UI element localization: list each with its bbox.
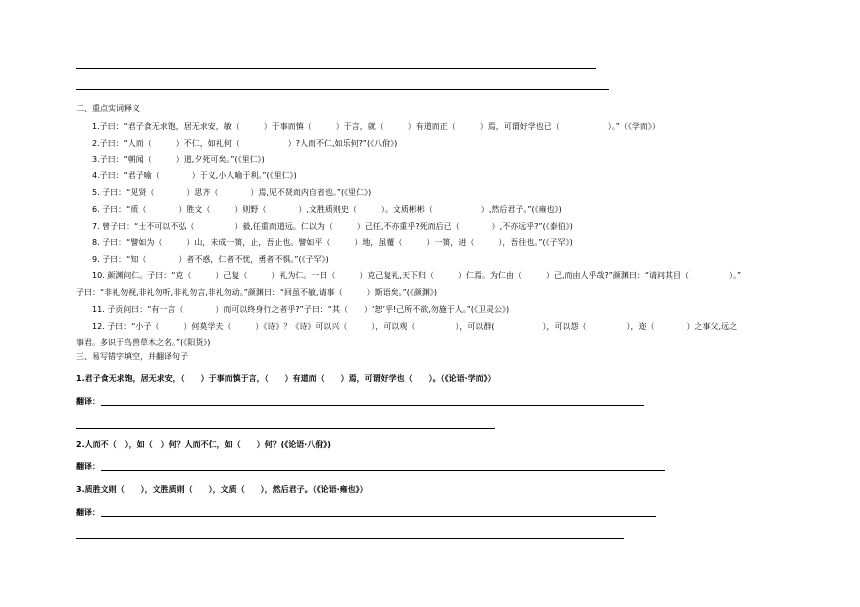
- vocab-item-10-cont: 子曰：“非礼勿视,非礼勿听,非礼勿言,非礼勿动。”颜渊曰：“回虽不敏,请事（ ）斯语矣。”(《颜渊》): [76, 288, 437, 297]
- fill-question-1: 1.君子食无求饱，居无求安，（ ）于事而慎于言，（ ）有道而（ ）焉，可谓好学也（ ）。（《论语·学而》）: [76, 374, 496, 383]
- translate-line-2[interactable]: [101, 470, 665, 471]
- vocab-item-7: 7. 曾子曰：“士不可以不弘（ ）毅,任重而道远。仁以为（ ）己任,不亦重乎?死而后已（ ）,不亦远乎?”(《泰伯》): [92, 222, 573, 231]
- vocab-item-12-cont: 事君。多识于鸟兽草木之名。”(《阳货》): [76, 338, 211, 347]
- answer-line-top-1: [76, 68, 596, 69]
- vocab-item-6: 6. 子曰：“质（ ）胜文（ ）则野（ ）,文胜质则史（ ）。文质彬彬（ ）,然后君子。”(《雍也》): [92, 205, 562, 214]
- vocab-item-10: 10. 颜渊问仁。子曰：“克（ ）己复（ ）礼为仁。一日（ ）克己复礼,天下归（ ）仁焉。为仁由（ ）己,而由人乎哉?”颜渊曰：“请问其目（ ）。”: [92, 271, 742, 280]
- vocab-item-12: 12. 子曰：“小子（ ）何莫学夫（ ）《诗》？《诗》可以兴（ ），可以观（ ），可以群( ），可以怨（ ），迩（ ）之事父,远之: [92, 322, 738, 331]
- vocab-item-4: 4.子曰：“君子喻（ ）于义,小人喻于利。”(《里仁》): [92, 171, 297, 180]
- answer-line-top-2: [76, 89, 609, 90]
- fill-question-2: 2.人而不（ ），如（ ）何？人而不仁，如（ ）何？(《论语·八佾》): [76, 440, 331, 449]
- vocab-item-5: 5. 子曰：“见贤（ ）思齐（ ）焉,见不贤而内自省也。”(《里仁》): [92, 188, 372, 197]
- translate-label-2: 翻译：: [76, 462, 100, 471]
- translate-line-1b[interactable]: [76, 428, 495, 429]
- translate-line-3b[interactable]: [76, 538, 624, 539]
- vocab-item-11: 11. 子贡问曰：“有一言（ ）而可以终身行之者乎?”子曰：“其（ ）‘恕’乎!己所不欲,勿施于人。”(《卫灵公》): [92, 305, 510, 314]
- section2-heading: 二、重点实词释义: [76, 104, 140, 113]
- translate-line-3a[interactable]: [101, 516, 656, 517]
- fill-question-3: 3.质胜文则（ ），文胜质则（ ），文质（ ），然后君子。（《论语·雍也》）: [76, 485, 368, 494]
- translate-label-3: 翻译：: [76, 508, 100, 517]
- section3-heading: 三、易写错字填空，并翻译句子: [76, 352, 188, 361]
- vocab-item-3: 3.子曰：“朝闻（ ）道,夕死可矣。”(《里仁》): [92, 155, 265, 164]
- translate-line-1a[interactable]: [101, 405, 644, 406]
- vocab-item-1: 1.子曰：“君子食无求饱，居无求安，敏（ ）于事而慎（ ）于言，就（ ）有道而正（ ）焉，可谓好学也已（ ）。”（《学而》）: [92, 122, 660, 131]
- vocab-item-2: 2.子曰：“人而（ ）不仁，如礼何（ ）?人而不仁,如乐何?”(《八佾》): [92, 139, 398, 148]
- vocab-item-9: 9. 子曰：“知（ ）者不惑，仁者不忧，勇者不惧。”(《子罕》): [92, 255, 329, 264]
- translate-label-1: 翻译：: [76, 397, 100, 406]
- vocab-item-8: 8. 子曰：“譬如为（ ）山，未成一篑，止，吾止也。譬如平（ ）地，虽覆（ ）一篑，进（ ），吾往也。”(《子罕》): [92, 238, 573, 247]
